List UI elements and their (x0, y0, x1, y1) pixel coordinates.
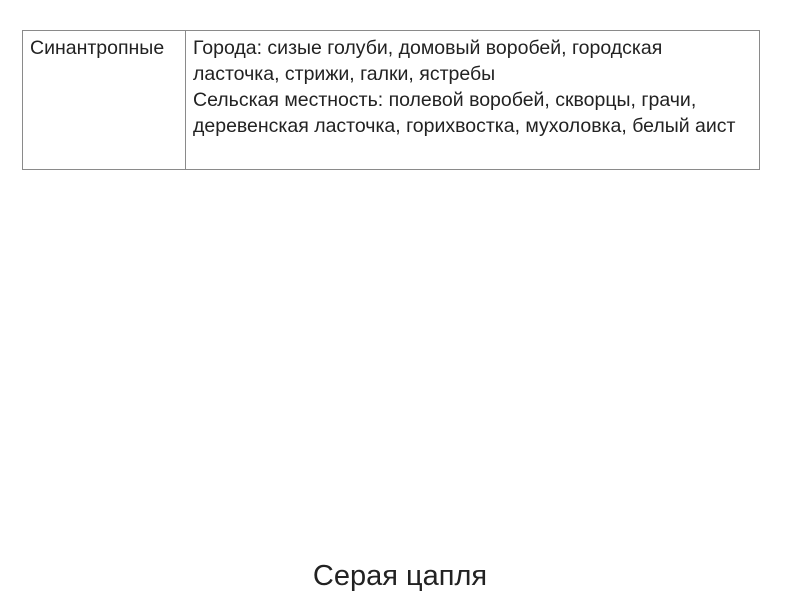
table-row (23, 31, 760, 170)
examples-cell (186, 31, 760, 170)
category-cell: Синантропные (23, 31, 186, 170)
bird-groups-table (22, 30, 760, 170)
urban-birds-text: Города: сизые голуби, домовый воробей, городская ласточка, стрижи, галки, ястребы (193, 37, 663, 85)
image-caption: Серая цапля (312, 560, 488, 592)
rural-birds-text: Сельская местность: полевой воробей, скворцы, грачи, деревенская ласточка, горихвостка, мухоловка, белый аист (193, 89, 736, 137)
